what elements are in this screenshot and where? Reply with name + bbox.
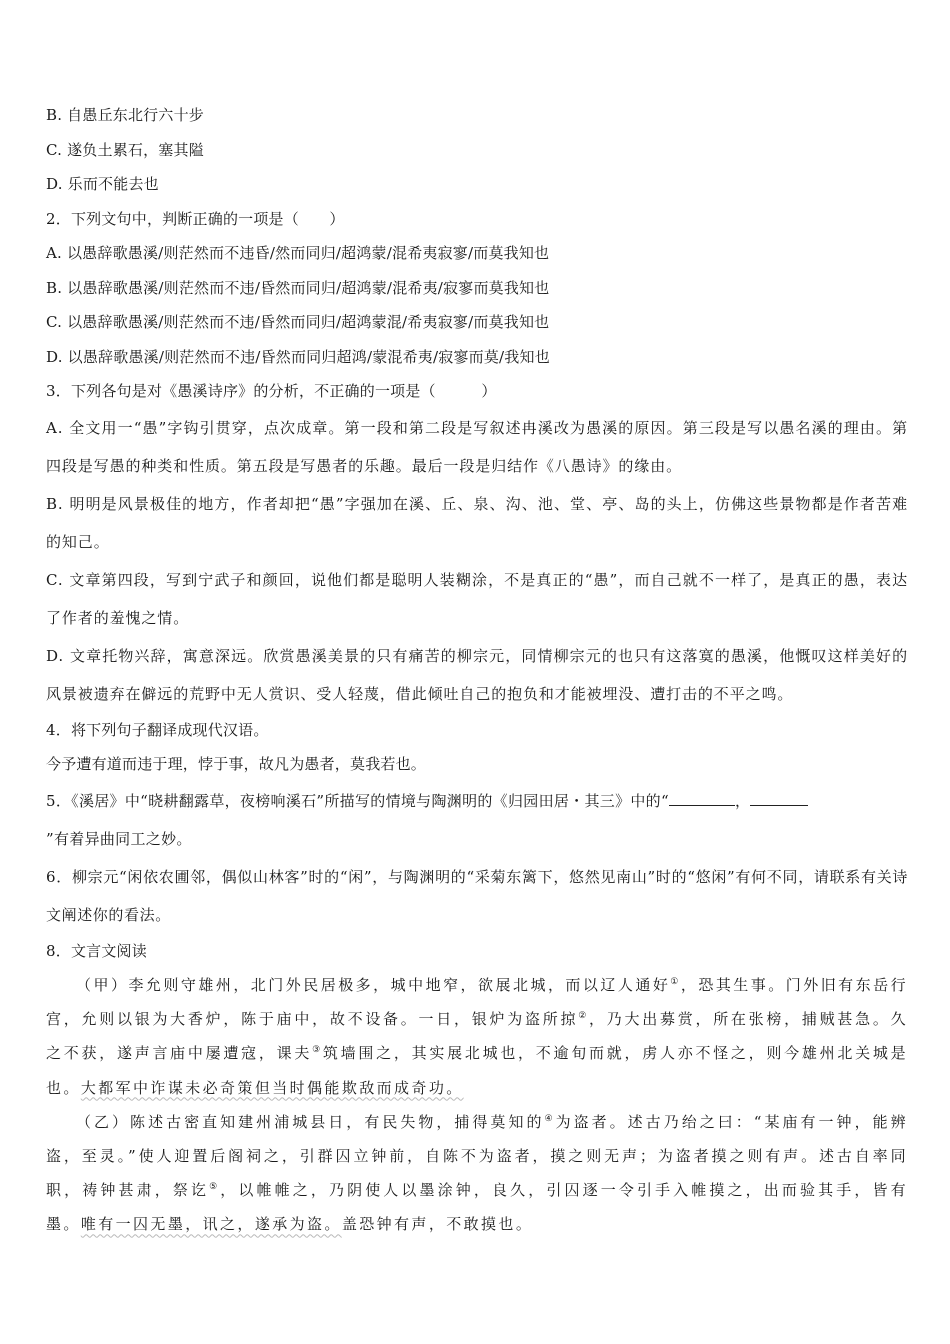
q2-option-d: D. 以愚辞歌愚溪/则茫然而不违/昏然而同归超鸿/蒙混希夷/寂寥而莫/我知也 [46, 347, 550, 366]
footnote-ref-3: ③ [312, 1045, 323, 1056]
question-5: 5．《溪居》中“晓耕翻露草，夜榜响溪石”所描写的情境与陶渊明的《归园田居・其三》中的“ ， ”有着异曲同工之妙。 [46, 782, 908, 858]
q3-option-d: D. 文章托物兴辞，寓意深远。欣赏愚溪美景的只有痛苦的柳宗元，同情柳宗元的也只有这落寞的愚溪，他慨叹这样美好的风景被遗弃在僻远的荒野中无人赏识、受人轻蔑，借此倾吐自己的抱负和才能被埋没、遭打击的不平之鸣。 [46, 646, 908, 703]
exam-page [46, 98, 908, 1242]
question-4 [46, 713, 908, 782]
answer-blank-2[interactable] [750, 791, 808, 806]
footnote-ref-1: ① [670, 977, 681, 987]
question-6: 6．柳宗元“闲依农圃邻，偶似山林客”时的“闲”，与陶渊明的“采菊东篱下，悠然见南山”时的“悠闲”有何不同，请联系有关诗文阐述你的看法。 [46, 867, 908, 924]
question-1-options [46, 98, 908, 202]
wavy-underlined-sentence: 唯有一囚无墨，讯之，遂承为盗。 [80, 1215, 342, 1234]
passage-yi: （乙）陈述古密直知建州浦城县日，有民失物，捕得莫知的④为盗者。述古乃绐之曰：“某庙有一钟，能辨盗，至灵。”使人迎置后阁祠之，引群囚立钟前，自陈不为盗者，摸之则无声；为盗者摸之则有声。述古自率同职，祷钟甚肃，祭讫⑤，以帷帷之，乃阴使人以墨涂钟，良久，引囚逐一令引手入帷摸之，出而验其手，皆有墨。唯有一囚无墨，讯之，遂承为盗。盖恐钟有声，不敢摸也。 [46, 1112, 909, 1234]
q4-stem: 4．将下列句子翻译成现代汉语。 [46, 720, 269, 739]
q2-option-c: C. 以愚辞歌愚溪/则茫然而不违/昏然而同归/超鸿蒙混/希夷寂寥/而莫我知也 [46, 313, 550, 331]
q1-option-d: D. 乐而不能去也 [46, 175, 159, 193]
question-3 [46, 374, 908, 713]
q8-stem: 8．文言文阅读 [46, 941, 147, 960]
q3-stem: 3．下列各句是对《愚溪诗序》的分析，不正确的一项是（ ） [46, 382, 497, 400]
answer-blank-1[interactable] [669, 791, 735, 806]
footnote-ref-4: ④ [544, 1113, 556, 1124]
q1-option-c: C. 遂负土累石，塞其隘 [46, 140, 204, 159]
q4-sentence: 今予遭有道而违于理，悖于事，故凡为愚者，莫我若也。 [46, 755, 427, 773]
q2-option-a: A. 以愚辞歌愚溪/则茫然而不违昏/然而同归/超鸿蒙/混希夷寂寥/而莫我知也 [46, 244, 550, 262]
question-2 [46, 202, 908, 375]
q3-option-a: A. 全文用一“愚”字钩引贯穿，点次成章。第一段和第二段是写叙述冉溪改为愚溪的原因。第三段是写以愚名溪的理由。第四段是写愚的种类和性质。第五段是写愚者的乐趣。最后一段是归结作《八愚诗》的缘由。 [46, 418, 908, 475]
q1-option-b: B. 自愚丘东北行六十步 [46, 106, 204, 124]
q3-option-b: B. 明明是风景极佳的地方，作者却把“愚”字强加在溪、丘、泉、沟、池、堂、亭、岛的头上，仿佛这些景物都是作者苦难的知己。 [46, 494, 908, 551]
q2-stem: 2．下列文句中，判断正确的一项是（ ） [46, 209, 345, 228]
footnote-ref-2: ② [578, 1011, 590, 1022]
passage-jia: （甲）李允则守雄州，北门外民居极多，城中地窄，欲展北城，而以辽人通好①，恐其生事。门外旧有东岳行宫，允则以银为大香炉，陈于庙中，故不设备。一日，银炉为盗所掠②，乃大出募赏，所在张榜，捕贼甚急。久之不获，遂声言庙中屡遭寇，课夫③筑墙围之，其实展北城也，不逾旬而就，虏人亦不怪之，则今雄州北关城是也。大都军中诈谋未必奇策但当时偶能欺敌而成奇功。 [46, 976, 909, 1097]
q3-option-c: C. 文章第四段，写到宁武子和颜回，说他们都是聪明人装糊涂，不是真正的“愚”，而自己就不一样了，是真正的愚，表达了作者的羞愧之情。 [46, 570, 908, 627]
q2-option-b: B. 以愚辞歌愚溪/则茫然而不违/昏然而同归/超鸿蒙/混希夷/寂寥而莫我知也 [46, 278, 550, 297]
footnote-ref-5: ⑤ [209, 1182, 221, 1193]
question-8 [46, 934, 908, 1242]
wavy-underlined-sentence: 大都军中诈谋未必奇策但当时偶能欺敌而成奇功。 [80, 1078, 464, 1097]
